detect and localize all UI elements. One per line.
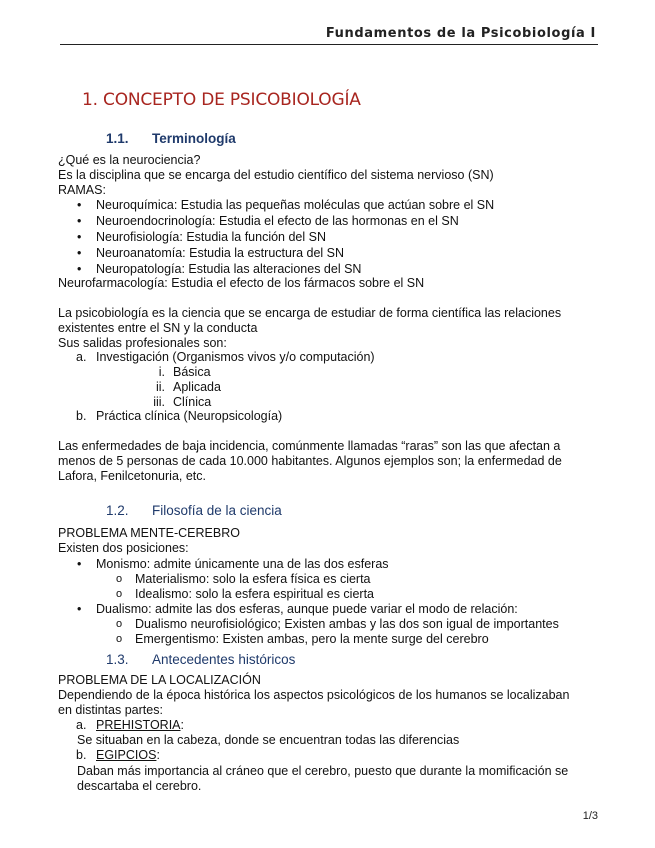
section-title: Antecedentes históricos	[152, 652, 296, 667]
problema-line: PROBLEMA MENTE-CEREBRO	[58, 526, 240, 540]
sub-list-item: o Materialismo: solo la esfera física es cierta	[116, 572, 371, 586]
paragraph-line: Lafora, Fenilcetonuria, etc.	[58, 469, 206, 483]
list-item-text: Daban más importancia al cráneo que el cerebro, puesto que durante la momificación se	[77, 764, 569, 778]
paragraph-line: Dependiendo de la época histórica los aspectos psicológicos de los humanos se localizaban	[58, 688, 570, 702]
ramas-label: RAMAS:	[58, 183, 106, 197]
posiciones-line: Existen dos posiciones:	[58, 541, 189, 555]
list-item: ii. Aplicada	[155, 380, 221, 394]
list-item: • Dualismo: admite las dos esferas, aunque puede variar el modo de relación:	[77, 602, 518, 616]
list-item: b. Práctica clínica (Neuropsicología)	[76, 409, 283, 423]
list-item: • Neuroquímica: Estudia las pequeñas moléculas que actúan sobre el SN	[77, 198, 495, 212]
list-item: • Neuroanatomía: Estudia la estructura del SN	[77, 246, 345, 260]
list-item: • Neurofisiología: Estudia la función del SN	[77, 230, 326, 244]
list-item: iii. Clínica	[153, 395, 212, 409]
question-line: ¿Qué es la neurociencia?	[58, 153, 201, 167]
sub-list-item: o Emergentismo: Existen ambas, pero la mente surge del cerebro	[116, 632, 489, 646]
section-1-1-heading	[106, 131, 236, 146]
section-1-3-heading	[106, 652, 295, 667]
list-item: a. Investigación (Organismos vivos y/o computación)	[76, 350, 375, 364]
list-item: a. PREHISTORIA:	[76, 718, 184, 732]
list-item-text: descartaba el cerebro.	[77, 779, 202, 793]
header-title: Fundamentos de la Psicobiología I	[325, 26, 596, 41]
list-item: • Monismo: admite únicamente una de las dos esferas	[77, 557, 389, 571]
paragraph-line: La psicobiología es la ciencia que se encarga de estudiar de forma científica las relaciones	[58, 306, 562, 320]
sub-list-item: o Idealismo: solo la esfera espiritual es cierta	[116, 587, 375, 601]
problema-line: PROBLEMA DE LA LOCALIZACIÓN	[58, 673, 261, 687]
list-item: • Neuropatología: Estudia las alteraciones del SN	[77, 262, 362, 276]
list-item: b. EGIPCIOS:	[76, 748, 160, 762]
list-item-text: Se situaban en la cabeza, donde se encuentran todas las diferencias	[77, 733, 460, 747]
page-number: 1/3	[582, 810, 598, 822]
list-item: • Neuroendocrinología: Estudia el efecto de las hormonas en el SN	[77, 214, 459, 228]
section-title: Terminología	[152, 131, 236, 146]
section-1-2-heading	[106, 503, 282, 518]
neurofarmacologia-line: Neurofarmacología: Estudia el efecto de los fármacos sobre el SN	[58, 276, 425, 290]
paragraph-line: existentes entre el SN y la conducta	[58, 321, 258, 335]
chapter-title: 1. CONCEPTO DE PSICOBIOLOGÍA	[82, 90, 361, 110]
definition-line: Es la disciplina que se encarga del estudio científico del sistema nervioso (SN)	[58, 168, 494, 182]
section-number: 1.1.	[106, 131, 129, 146]
paragraph-line: en distintas partes:	[58, 703, 163, 717]
paragraph-line: menos de 5 personas de cada 10.000 habitantes. Algunos ejemplos son; la enfermedad de	[58, 454, 562, 468]
section-number: 1.2.	[106, 503, 129, 518]
section-number: 1.3.	[106, 652, 129, 667]
page-header	[60, 24, 598, 45]
list-item: i. Básica	[158, 365, 211, 379]
section-title: Filosofía de la ciencia	[152, 503, 282, 518]
sub-list-item: o Dualismo neurofisiológico; Existen ambas y las dos son igual de importantes	[116, 617, 559, 631]
salidas-line: Sus salidas profesionales son:	[58, 336, 227, 350]
paragraph-line: Las enfermedades de baja incidencia, comúnmente llamadas “raras” son las que afectan a	[58, 439, 561, 453]
